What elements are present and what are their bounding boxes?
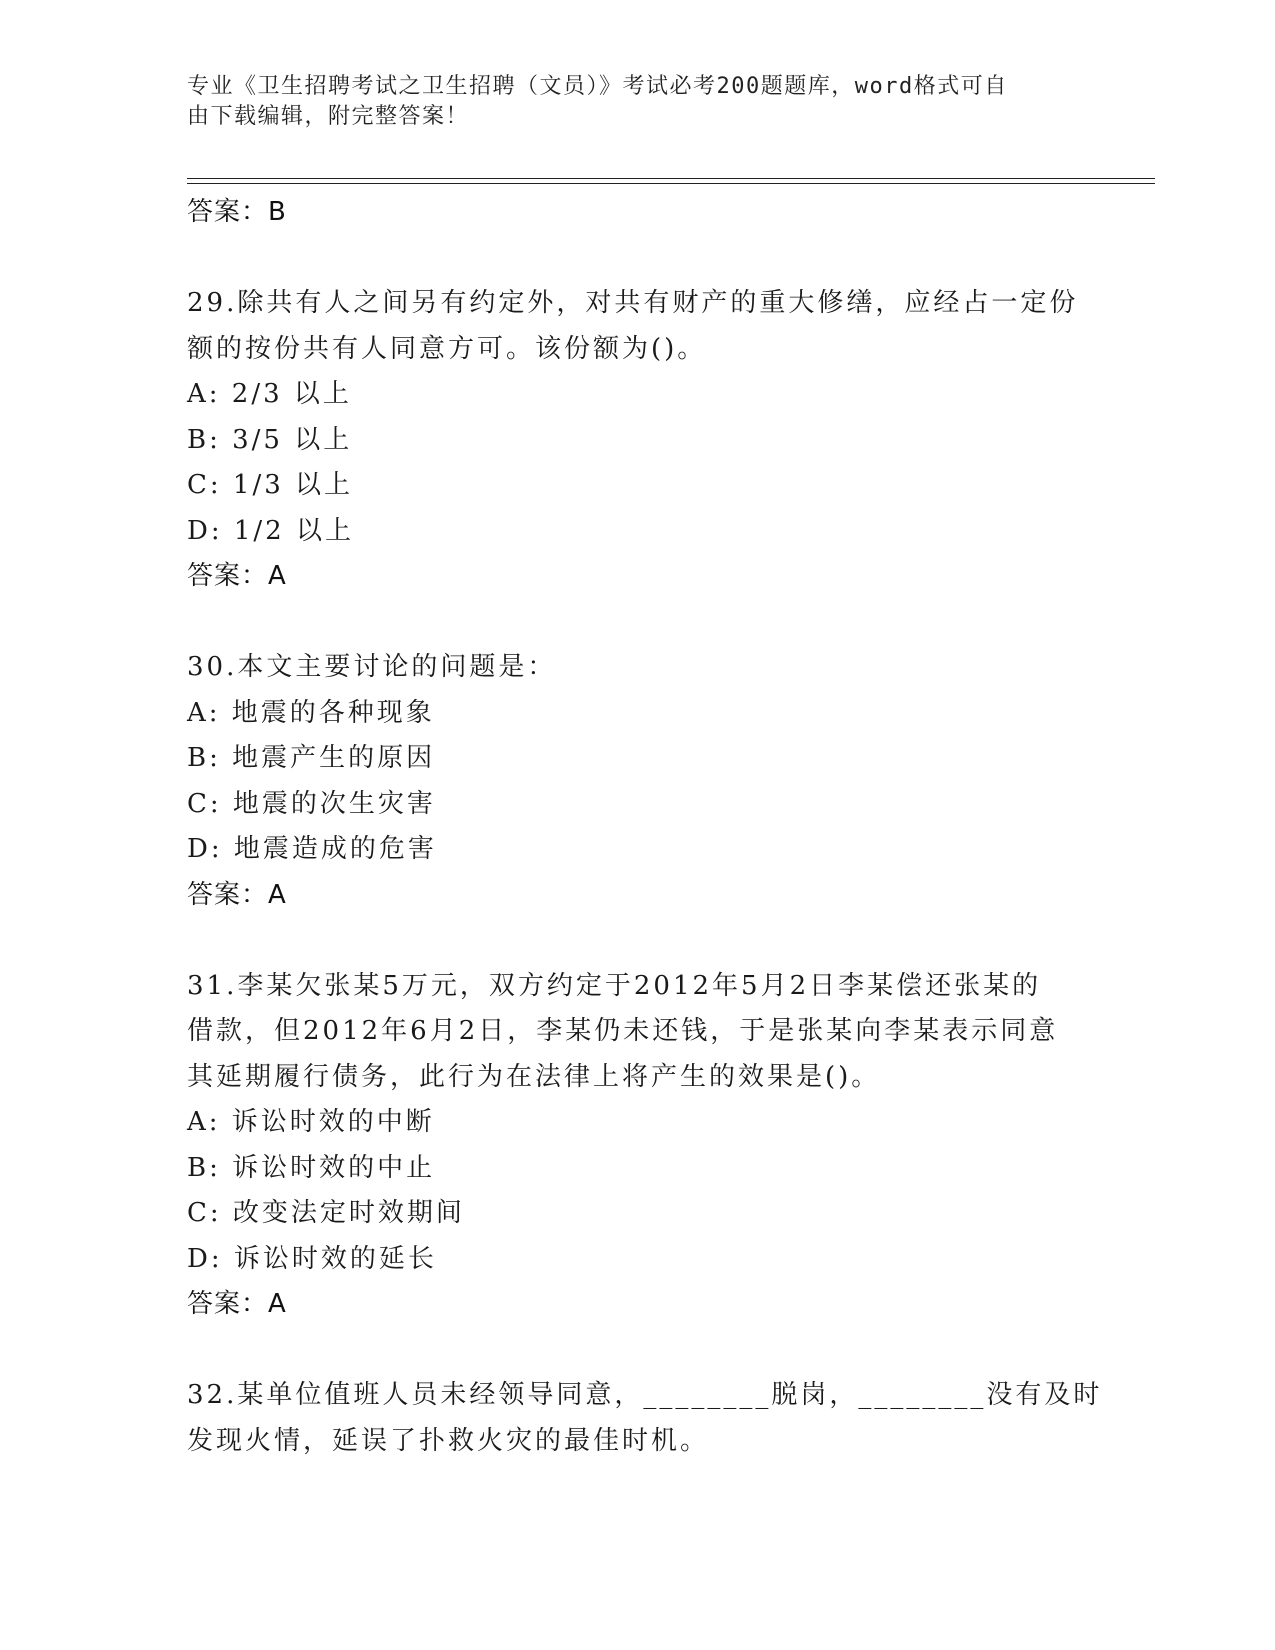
option-b: B: 地震产生的原因 — [187, 743, 436, 773]
question-text: 32.某单位值班人员未经领导同意，________脱岗，________没有及时 — [187, 1380, 1103, 1410]
header-divider-thin — [187, 183, 1155, 184]
question-content — [187, 190, 1103, 1464]
question-text: 额的按份共有人同意方可。该份额为()。 — [187, 333, 707, 364]
option-c: C: 1/3 以上 — [187, 470, 354, 500]
option-c: C: 改变法定时效期间 — [187, 1198, 465, 1228]
question-block — [187, 645, 1087, 918]
option-a: A: 诉讼时效的中断 — [187, 1107, 435, 1137]
question-text: 30.本文主要讨论的问题是： — [187, 652, 557, 682]
header-divider — [187, 178, 1155, 179]
option-d: D: 诉讼时效的延长 — [187, 1243, 437, 1274]
question-text: 29.除共有人之间另有约定外，对共有财产的重大修缮，应经占一定份 — [187, 288, 1079, 318]
option-a: A: 地震的各种现象 — [187, 697, 435, 728]
question-block — [187, 1373, 1103, 1464]
header-line-2: 由下载编辑，附完整答案！ — [187, 104, 470, 129]
question-text: 借款，但2012年6月2日，李某仍未还钱，于是张某向李某表示同意 — [187, 1016, 1059, 1046]
header-line-1: 专业《卫生招聘考试之卫生招聘（文员）》考试必考200题题库，word格式可自 — [187, 74, 1008, 99]
question-block — [187, 964, 1087, 1328]
answer-label: 答案：A — [187, 1289, 287, 1319]
option-d: D: 地震造成的危害 — [187, 834, 437, 864]
answer-label: 答案：A — [187, 561, 287, 591]
option-d: D: 1/2 以上 — [187, 515, 354, 546]
option-b: B: 3/5 以上 — [187, 424, 353, 455]
page-header — [187, 72, 1067, 132]
question-text: 31.李某欠张某5万元，双方约定于2012年5月2日李某偿还张某的 — [187, 970, 1042, 1001]
option-a: A: 2/3 以上 — [187, 379, 352, 409]
answer-label: 答案：A — [187, 879, 287, 910]
question-block — [187, 281, 1087, 600]
question-text: 其延期履行债务，此行为在法律上将产生的效果是()。 — [187, 1061, 881, 1092]
option-b: B: 诉讼时效的中止 — [187, 1152, 436, 1183]
answer-label: 答案：B — [187, 197, 287, 227]
option-c: C: 地震的次生灾害 — [187, 788, 436, 819]
question-text: 发现火情，延误了扑救火灾的最佳时机。 — [187, 1425, 710, 1456]
